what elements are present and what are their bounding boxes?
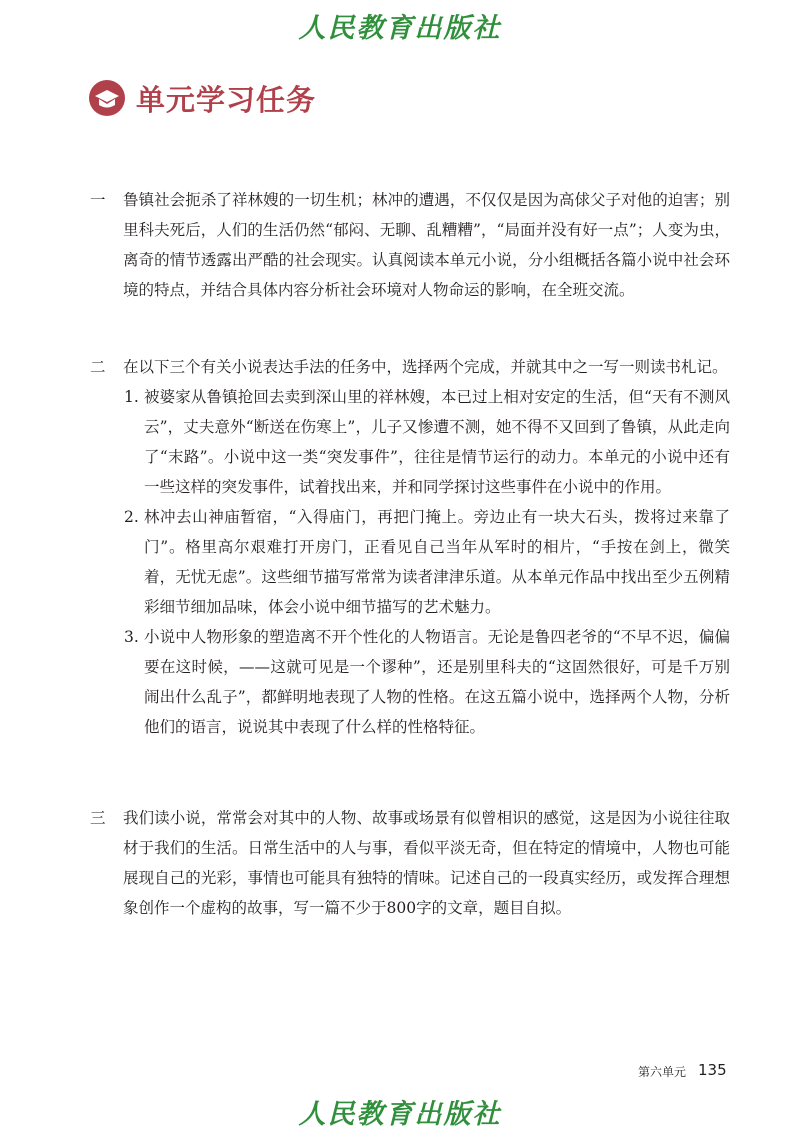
task-number: 三 xyxy=(90,809,106,827)
task-text: 我们读小说，常常会对其中的人物、故事或场景有似曾相识的感觉，这是因为小说往往取材于我们的生活。日常生活中的人与事，看似平淡无奇，但在特定的情境中，人物也可能展现自己的光彩，事情也可能具有独特的情味。记述自己的一段真实经历，或发挥合理想象创作一个虚构的故事，写一篇不少于800字的文章，题目自拟。 xyxy=(123,809,730,917)
task-three xyxy=(90,803,730,923)
subtask-text: 林冲去山神庙暂宿，“入得庙门，再把门掩上。旁边止有一块大石头，拨将过来靠了门”。格里高尔艰难打开房门，正看见自己当年从军时的相片，“手按在剑上，微笑着，无忧无虑”。这些细节描写常常为读者津津乐道。从本单元作品中找出至少五例精彩细节细加品味，体会小说中细节描写的艺术魅力。 xyxy=(144,508,730,616)
subtask-item xyxy=(124,382,730,502)
task-text: 在以下三个有关小说表达手法的任务中，选择两个完成，并就其中之一写一则读书札记。 xyxy=(123,358,728,376)
task-number: 二 xyxy=(90,358,106,376)
subtask-number: 3. xyxy=(124,628,139,646)
subtask-item xyxy=(124,502,730,622)
publisher-footer: 人民教育出版社 xyxy=(298,1099,502,1130)
unit-heading xyxy=(88,76,316,120)
subtask-text: 小说中人物形象的塑造离不开个性化的人物语言。无论是鲁四老爷的“不早不迟，偏偏要在这时候，——这就可见是一个谬种”，还是别里科夫的“这固然很好，可是千万别闹出什么乱子”，都鲜明地表现了人物的性格。在这五篇小说中，选择两个人物，分析他们的语言，说说其中表现了什么样的性格特征。 xyxy=(144,628,730,736)
task-two xyxy=(90,352,730,742)
task-one xyxy=(90,185,730,305)
subtask-number: 2. xyxy=(124,508,139,526)
task-text: 鲁镇社会扼杀了祥林嫂的一切生机；林冲的遭遇，不仅仅是因为高俅父子对他的迫害；别里科夫死后，人们的生活仍然“郁闷、无聊、乱糟糟”，“局面并没有好一点”；人变为虫，离奇的情节透露出严酷的社会现实。认真阅读本单元小说，分小组概括各篇小说中社会环境的特点，并结合具体内容分析社会环境对人物命运的影响，在全班交流。 xyxy=(123,191,730,299)
graduation-cap-icon xyxy=(88,79,126,117)
subtask-number: 1. xyxy=(124,388,139,406)
subtask-item xyxy=(124,622,730,742)
task-number: 一 xyxy=(90,191,106,209)
subtask-text: 被婆家从鲁镇抢回去卖到深山里的祥林嫂，本已过上相对安定的生活，但“天有不测风云”，丈夫意外“断送在伤寒上”，儿子又惨遭不测，她不得不又回到了鲁镇，从此走向了“末路”。小说中这一类“突发事件”，往往是情节运行的动力。本单元的小说中还有一些这样的突发事件，试着找出来，并和同学探讨这些事件在小说中的作用。 xyxy=(144,388,730,496)
page-number: 135 xyxy=(698,1061,727,1079)
unit-title: 单元学习任务 xyxy=(136,82,317,117)
publisher-header: 人民教育出版社 xyxy=(298,13,502,44)
unit-label: 第六单元 xyxy=(638,1065,687,1079)
